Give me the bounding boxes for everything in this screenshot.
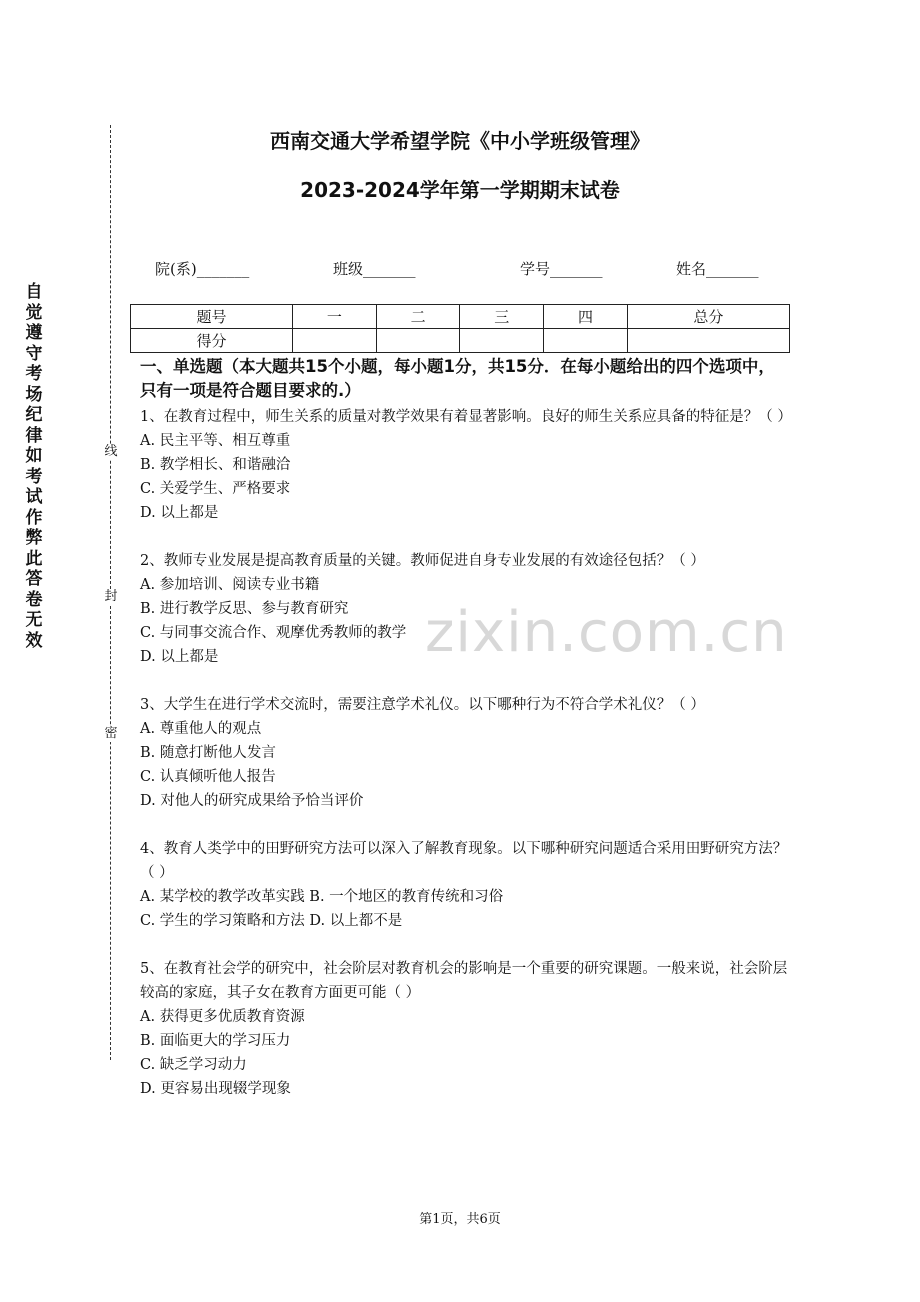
- question-stem: 5、在教育社会学的研究中，社会阶层对教育机会的影响是一个重要的研究课题。一般来说，社会阶层较高的家庭，其子女在教育方面更可能（ ）: [140, 961, 788, 1001]
- seal-label-line: 线: [104, 444, 118, 459]
- score-cell: [293, 329, 377, 353]
- score-header-cell: 总分: [627, 305, 789, 329]
- question-4: [140, 837, 790, 933]
- score-cell: [627, 329, 789, 353]
- option-item: A. 尊重他人的观点: [140, 721, 262, 737]
- question-1: [140, 405, 790, 525]
- question-stem: 4、教育人类学中的田野研究方法可以深入了解教育现象。以下哪种研究问题适合采用田野研究方法？（ ）: [140, 841, 788, 881]
- score-header-cell: 三: [460, 305, 544, 329]
- option-item: C. 关爱学生、严格要求: [140, 481, 291, 497]
- option-item: C. 学生的学习策略和方法 D. 以上都不是: [140, 913, 403, 929]
- option-item: D. 以上都是: [140, 649, 219, 665]
- option-item: C. 缺乏学习动力: [140, 1057, 247, 1073]
- option-item: D. 对他人的研究成果给予恰当评价: [140, 793, 364, 809]
- option-item: A. 某学校的教学改革实践 B. 一个地区的教育传统和习俗: [140, 889, 504, 905]
- section-title: 一、单选题（本大题共15个小题，每小题1分，共15分．在每小题给出的四个选项中，只有一项是符合题目要求的.）: [140, 357, 775, 400]
- student-info-row: [155, 258, 775, 280]
- score-header-cell: 二: [376, 305, 460, 329]
- option-item: D. 更容易出现辍学现象: [140, 1081, 291, 1097]
- option-item: A. 参加培训、阅读专业书籍: [140, 577, 320, 593]
- option-item: B. 面临更大的学习压力: [140, 1033, 291, 1049]
- score-cell: [460, 329, 544, 353]
- question-stem: 1、在教育过程中，师生关系的质量对教学效果有着显著影响。良好的师生关系应具备的特征是？（ ）: [140, 409, 792, 425]
- option-item: B. 随意打断他人发言: [140, 745, 276, 761]
- exam-title: 西南交通大学希望学院《中小学班级管理》: [270, 129, 650, 153]
- score-table-row: [131, 329, 790, 353]
- question-stem: 2、教师专业发展是提高教育质量的关键。教师促进自身专业发展的有效途径包括？（ ）: [140, 553, 705, 569]
- class-field: 班级_______: [333, 260, 416, 278]
- student-id-field: 学号_______: [520, 260, 603, 278]
- seal-label-seal: 封: [104, 589, 118, 604]
- option-item: C. 与同事交流合作、观摩优秀教师的教学: [140, 625, 407, 641]
- question-3: [140, 693, 790, 813]
- option-item: C. 认真倾听他人报告: [140, 769, 276, 785]
- option-item: B. 进行教学反思、参与教育研究: [140, 601, 349, 617]
- score-header-cell: 题号: [131, 305, 293, 329]
- exam-discipline-note: 自觉遵守考场纪律如考试作弊此答卷无效: [25, 282, 43, 651]
- score-cell: [544, 329, 628, 353]
- score-table: [130, 304, 790, 353]
- option-item: D. 以上都是: [140, 505, 219, 521]
- question-list: [140, 405, 790, 1125]
- page-footer: 第1页，共6页: [419, 1212, 501, 1227]
- option-item: B. 教学相长、和谐融洽: [140, 457, 291, 473]
- option-item: A. 获得更多优质教育资源: [140, 1009, 305, 1025]
- score-table-header: [131, 305, 790, 329]
- watermark: zixin.com.cn: [425, 600, 788, 665]
- name-field: 姓名_______: [676, 260, 759, 278]
- department-field: 院(系)_______: [155, 260, 250, 278]
- seal-label-secret: 密: [104, 726, 118, 741]
- question-5: [140, 957, 790, 1101]
- question-stem: 3、大学生在进行学术交流时，需要注意学术礼仪。以下哪种行为不符合学术礼仪？（ ）: [140, 697, 705, 713]
- score-cell: [376, 329, 460, 353]
- score-row-label: 得分: [131, 329, 293, 353]
- score-header-cell: 四: [544, 305, 628, 329]
- option-item: A. 民主平等、相互尊重: [140, 433, 291, 449]
- score-header-cell: 一: [293, 305, 377, 329]
- exam-subtitle: 2023-2024学年第一学期期末试卷: [300, 178, 620, 202]
